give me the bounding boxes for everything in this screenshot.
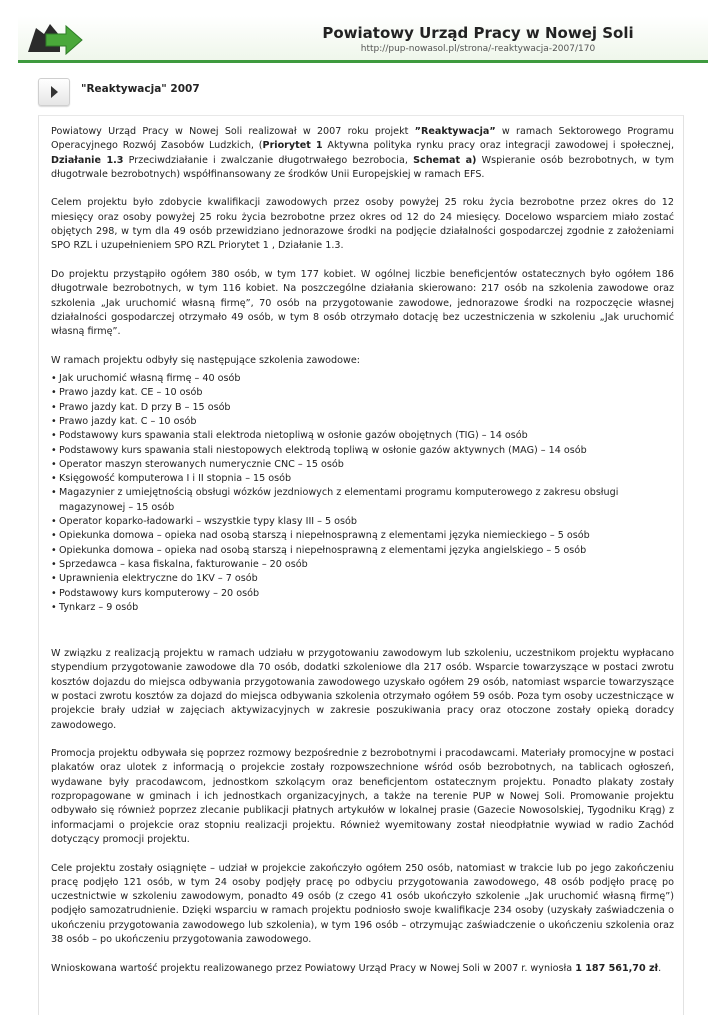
list-item: • Sprzedawca – kasa fiskalna, fakturowanie – 20 osób — [51, 558, 674, 572]
list-item: • Uprawnienia elektryczne do 1KV – 7 osób — [51, 572, 674, 586]
trainings-list — [51, 372, 674, 615]
list-item: • Prawo jazdy kat. CE – 10 osób — [51, 386, 674, 400]
list-item: • Podstawowy kurs komputerowy – 20 osób — [51, 587, 674, 601]
list-item: • Podstawowy kurs spawania stali niestopowych elektrodą topliwą w osłonie gazów aktywnych (MAG) – 14 osób — [51, 444, 674, 458]
paragraph-value: Wnioskowana wartość projektu realizowanego przez Powiatowy Urząd Pracy w Nowej Soli w 2007 r. wyniosła 1 187 561,70 zł. — [51, 962, 662, 974]
paragraph-intro: Powiatowy Urząd Pracy w Nowej Soli realizował w 2007 roku projekt ”Reaktywacja” w ramach Sektorowego Programu Operacyjnego Rozwój Zasobów Ludzkich, (Priorytet 1 Aktywna polityka rynku pracy oraz integracji zawodowej i społecznej, Działanie 1.3 Przeciwdziałanie i zwalczanie długotrwałego bezrobocia, Schemat a) Wspieranie osób bezrobotnych, w tym długotrwale bezrobotnych) współfinansowany ze środków Unii Europejskiej w ramach EFS. — [51, 126, 674, 180]
paragraph-results: Cele projektu zostały osiągnięte – udział w projekcie zakończyło ogółem 250 osób, natomiast w trakcie lub po jego zakończeniu pracę podjęło 121 osób, w tym 24 osoby podjęły pracę po odbyciu przygotowania zawodowego, 48 osób podjęło pracę po uczestnictwie w szkoleniu zawodowym, ponadto 49 osób (z czego 41 osób ukończyło szkolenie „Jak uruchomić własną firmę”) podjęło samozatrudnienie. Dzięki wsparciu w ramach projektu podniosło swoje kwalifikacje 234 osoby (uzyskały zaświadczenia o ukończeniu przygotowania zawodowego lub szkolenia), w tym 196 osób – otrzymując zaświadczenie o ukończeniu szkolenia oraz 38 osób – po ukończeniu przygotowania zawodowego. — [51, 862, 674, 946]
list-item: • Podstawowy kurs spawania stali elektroda nietopliwą w osłonie gazów obojętnych (TIG) – 14 osób — [51, 429, 674, 443]
paragraph-support: W związku z realizacją projektu w ramach udziału w przygotowaniu zawodowym lub szkoleniu, uczestnikom projektu wypłacano stypendium przygotowanie zawodowe dla 70 osób, dodatki szkoleniowe dla 217 osób. Wsparcie towarzyszące w postaci zwrotu kosztów dojazdu do miejsca odbywania przygotowania zawodowego uzyskało ogółem 29 osób, natomiast wsparcie towarzyszące w postaci zwrotu kosztów za dojazd do miejsca odbywania szkolenia otrzymało ogółem 59 osób. Poza tym osoby uczestniczące w projekcie brały udział w zajęciach aktywizacyjnych w zakresie poszukiwania pracy oraz otoczone zostały opieką doradcy zawodowego. — [51, 648, 674, 731]
paragraph-trainings-intro: W ramach projektu odbyły się następujące szkolenia zawodowe: — [51, 354, 360, 366]
paragraph-promotion: Promocja projektu odbywała się poprzez rozmowy bezpośrednie z bezrobotnymi i pracodawcami. Materiały promocyjne w postaci plakatów oraz ulotek z informacją o projekcie zostały rozpowszechnione wśród osób bezrobotnych, na tablicach ogłoszeń, wydawane były pracodawcom, jednostkom szkolącym oraz beneficjentom ostatecznym projektu. Ponadto plakaty zostały rozpropagowane w gminach i ich jednostkach organizacyjnych, a także na terenie PUP w Nowej Soli. Promowanie projektu odbywało się również poprzez zlecanie publikacji płatnych artykułów w lokalnej prasie (Gazecie Nowosolskiej, Tygodniku Krąg) z informacjami o projekcie oraz stopniu realizacji projektu. Również wyemitowany został nieodpłatnie wywiad w radio Zachód dotyczący promocji projektu. — [51, 748, 674, 845]
list-item: • Operator koparko-ładowarki – wszystkie typy klasy III – 5 osób — [51, 515, 674, 529]
paragraph-participants: Do projektu przystąpiło ogółem 380 osób, w tym 177 kobiet. W ogólnej liczbie beneficjentów ostatecznych było ogółem 186 długotrwale bezrobotnych, w tym 116 kobiet. Na poszczególne działania skierowano: 217 osób na szkolenia zawodowe oraz szkolenia „Jak uruchomić własną firmę”, 70 osób na przygotowanie zawodowe, jednorazowe środki na rozpoczęcie własnej działalności gospodarczej otrzymało 49 osób, w tym 8 osób otrzymało dotację bez uczestniczenia w szkoleniu „Jak uruchomić własną firmę”. — [51, 268, 674, 338]
page-header — [18, 16, 708, 62]
article-body — [51, 125, 674, 990]
page-title: "Reaktywacja" 2007 — [81, 83, 200, 95]
list-item: • Opiekunka domowa – opieka nad osobą starszą i niepełnosprawną z elementami języka angielskiego – 5 osób — [51, 544, 674, 558]
list-item: • Operator maszyn sterowanych numerycznie CNC – 15 osób — [51, 458, 674, 472]
header-divider — [18, 60, 708, 63]
list-item: • Tynkarz – 9 osób — [51, 601, 674, 615]
list-item: • Prawo jazdy kat. C – 10 osób — [51, 415, 674, 429]
list-item: • Jak uruchomić własną firmę – 40 osób — [51, 372, 674, 386]
list-item: • Opiekunka domowa – opieka nad osobą starszą i niepełnosprawną z elementami języka niemieckiego – 5 osób — [51, 529, 674, 543]
site-title: Powiatowy Urząd Pracy w Nowej Soli — [322, 24, 634, 42]
logo-icon — [26, 20, 86, 56]
list-item: • Magazynier z umiejętnością obsługi wózków jezdniowych z elementami programu komputerowego z zakresu obsługi magazynowej – 15 osób — [51, 486, 674, 515]
project-value: 1 187 561,70 zł — [575, 962, 659, 974]
paragraph-goal: Celem projektu było zdobycie kwalifikacji zawodowych przez osoby powyżej 25 roku życia bezrobotne przez okres do 12 miesięcy oraz osoby powyżej 25 roku życia bezrobotne przez okres od 12 do 24 miesięcy. Docelowo wsparciem miało zostać objętych 298, w tym dla 49 osób przewidziano jednorazowe środki na podjęcie działalności gospodarczej zgodnie z założeniami SPO RZL i uzupełnieniem SPO RZL Priorytet 1 , Działanie 1.3. — [51, 197, 674, 252]
list-item: • Prawo jazdy kat. D przy B – 15 osób — [51, 401, 674, 415]
page-url: http://pup-nowasol.pl/strona/-reaktywacja-2007/170 — [360, 44, 596, 54]
section-arrow-icon — [38, 78, 70, 106]
list-item: • Księgowość komputerowa I i II stopnia – 15 osób — [51, 472, 674, 486]
